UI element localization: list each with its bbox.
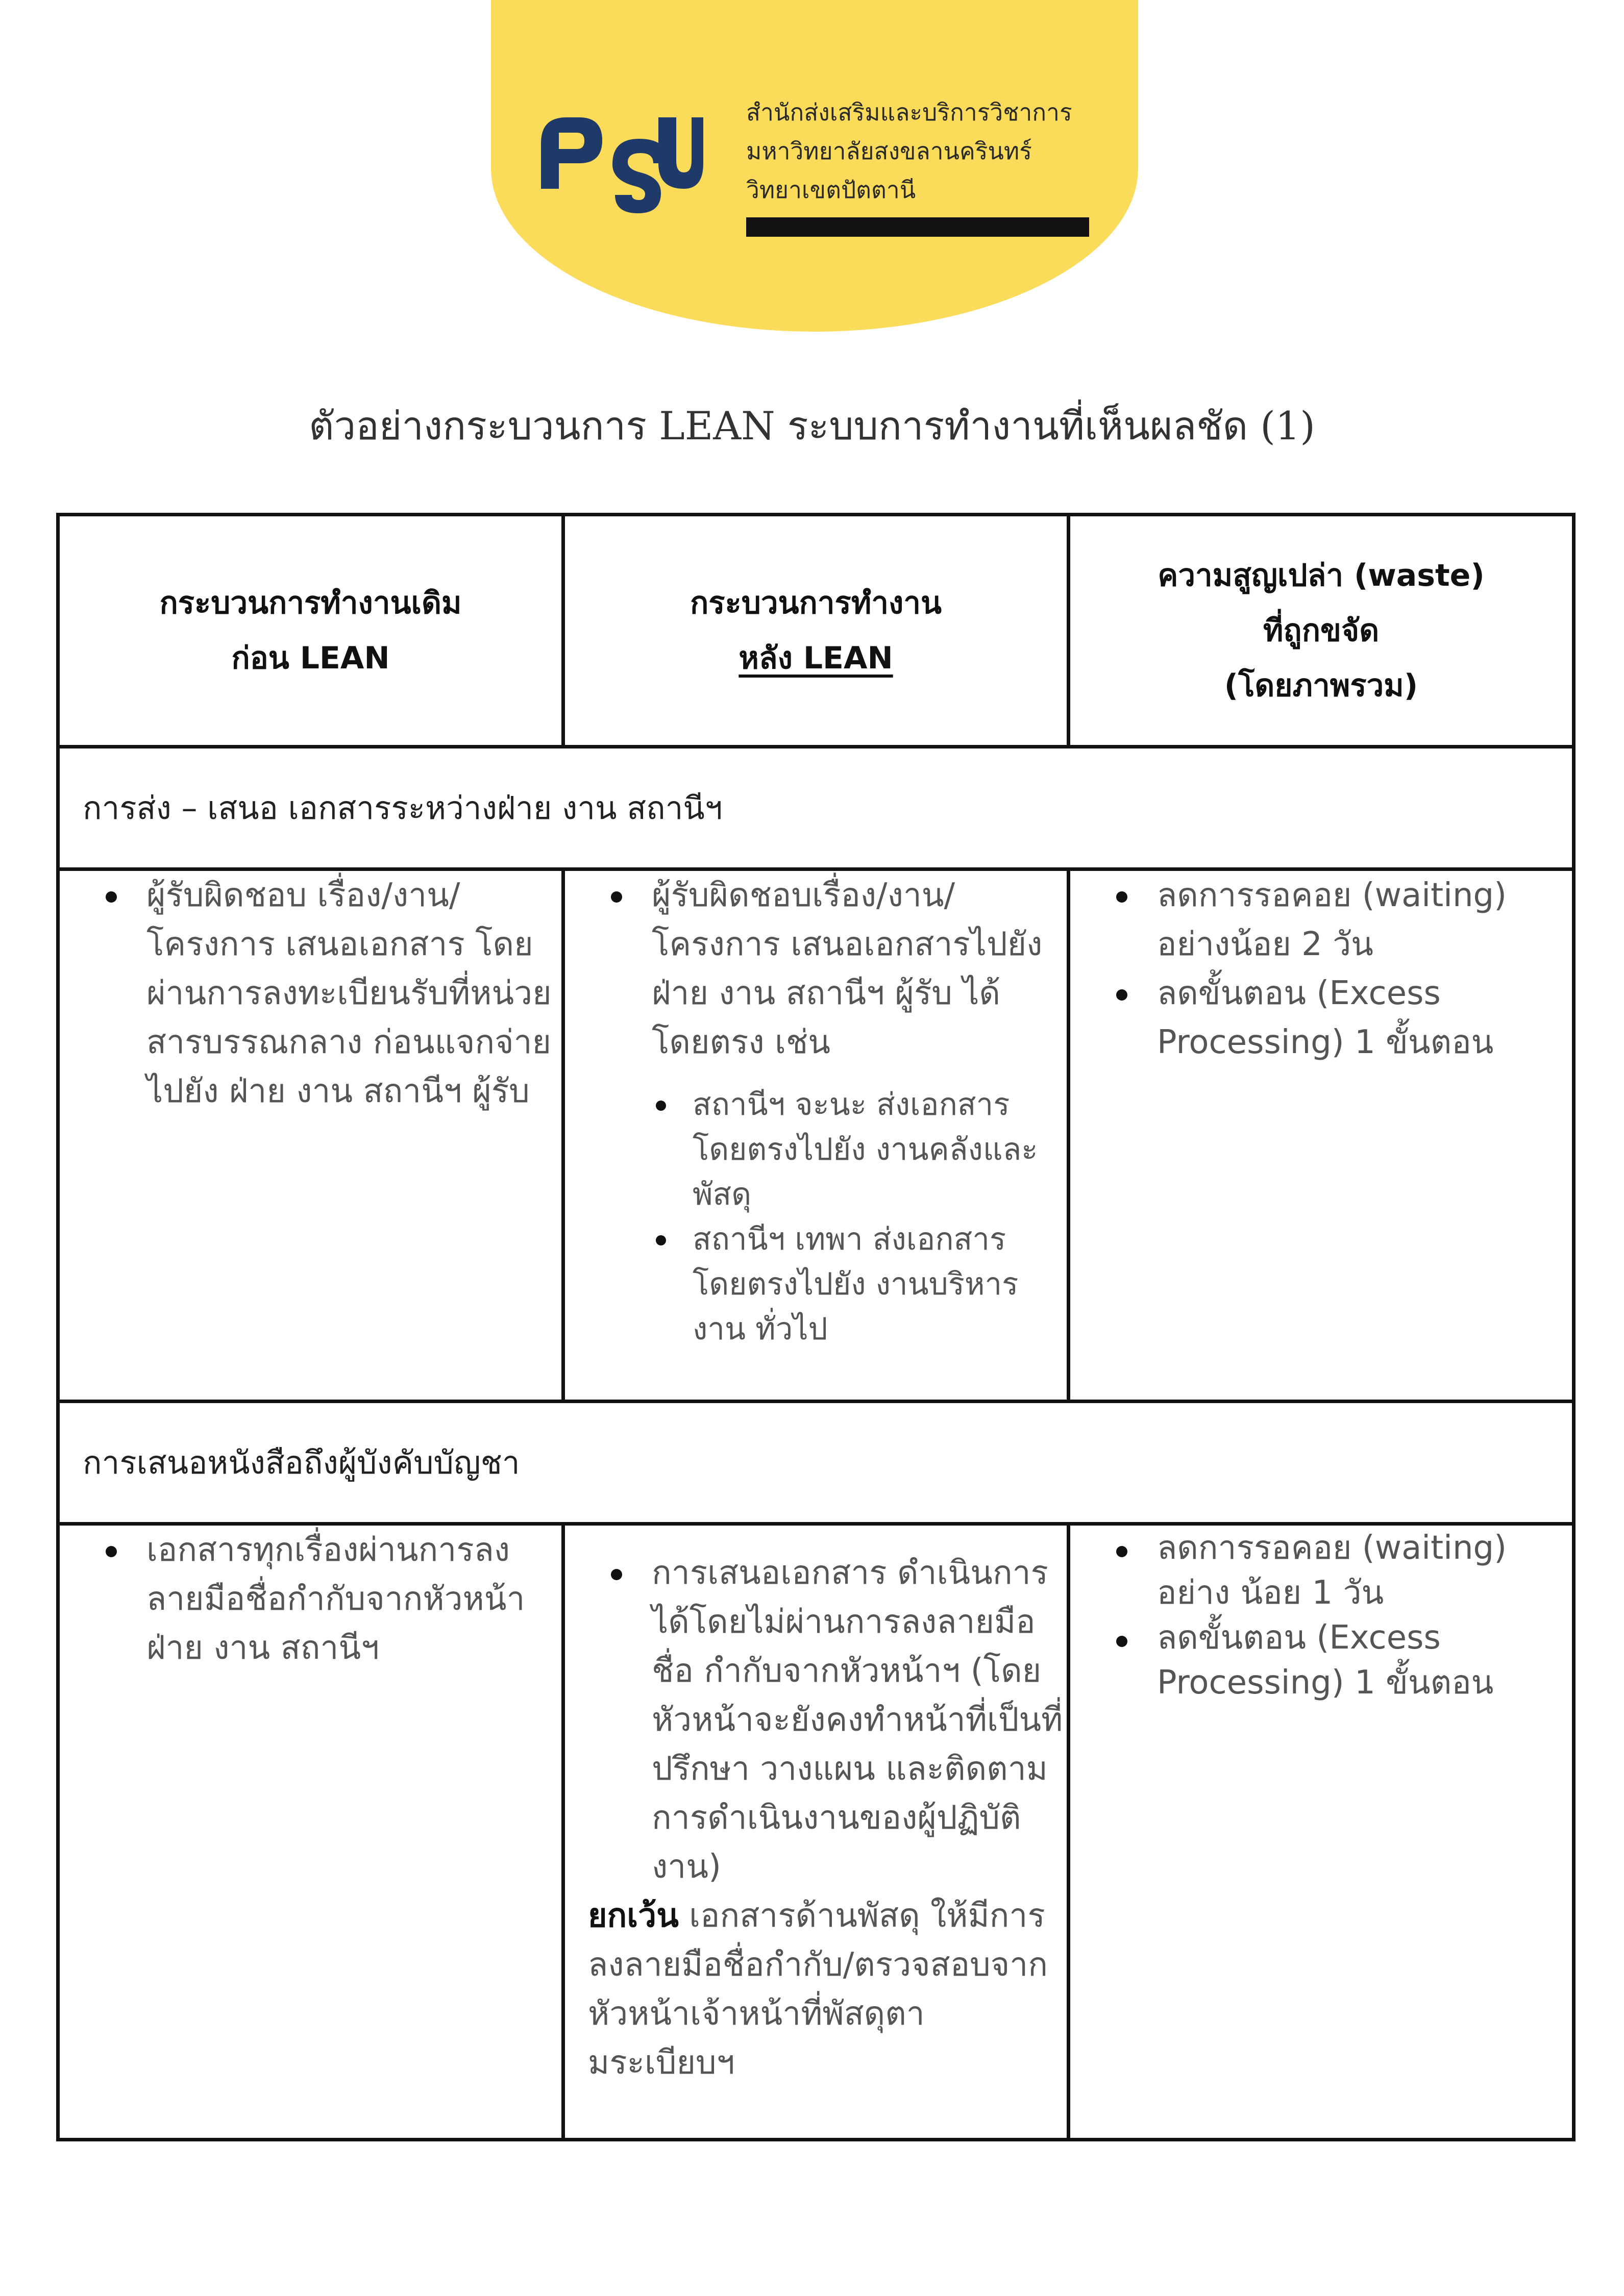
- exception-note: [588, 1891, 1067, 2087]
- column-header-after-line1: กระบวนการทำงาน: [690, 585, 942, 621]
- column-header-after-line2: หลัง LEAN: [739, 640, 893, 676]
- waste-cell: [1069, 869, 1574, 1402]
- table-row: [58, 869, 1574, 1402]
- document-title: ตัวอย่างกระบวนการ LEAN ระบบการทำงานที่เห็นผลชัด (1): [309, 403, 1315, 448]
- after-cell: [563, 1524, 1069, 2140]
- list-item: เอกสารทุกเรื่องผ่านการลง ลายมือชื่อกำกับจากหัวหน้า ฝ่าย งาน สถานีฯ: [146, 1526, 561, 1673]
- exception-text: เอกสารด้านพัสดุ ให้มีการ ลงลายมือชื่อกำกับ/ตรวจสอบจาก หัวหน้าเจ้าหน้าที่พัสดุตา มระเบียบฯ: [588, 1897, 1048, 2082]
- list-item: การเสนอเอกสาร ดำเนินการ ได้โดยไม่ผ่านการลงลายมือชื่อ กำกับจากหัวหน้าฯ (โดย หัวหน้าจะยังคงทำหน้าที่เป็นที่ ปรึกษา วางแผน และติดตาม การดำเนินงานของผู้ปฏิบัติ งาน): [652, 1549, 1067, 1891]
- org-line-3: วิทยาเขตปัตตานี: [746, 176, 916, 204]
- section-title: การเสนอหนังสือถึงผู้บังคับบัญชา: [58, 1402, 1574, 1524]
- before-cell: [58, 869, 563, 1402]
- exception-label: ยกเว้น: [588, 1897, 679, 1935]
- after-cell: [563, 869, 1069, 1402]
- list-item: ผู้รับผิดชอบ เรื่อง/งาน/ โครงการ เสนอเอกสาร โดย ผ่านการลงทะเบียนรับที่หน่วย สารบรรณกลาง ก่อนแจกจ่าย ไปยัง ฝ่าย งาน สถานีฯ ผู้รับ: [146, 871, 561, 1116]
- lean-comparison-table: [56, 513, 1576, 2141]
- column-header-before-line2: ก่อน LEAN: [231, 640, 390, 676]
- section-row: [58, 747, 1574, 869]
- column-header-waste-line2: ที่ถูกขจัด: [1263, 613, 1380, 648]
- table-header-row: [58, 515, 1574, 747]
- list-item: ผู้รับผิดชอบเรื่อง/งาน/ โครงการ เสนอเอกสารไปยัง ฝ่าย งาน สถานีฯ ผู้รับ ได้ โดยตรง เช่น: [652, 871, 1067, 1067]
- list-item: ลดการรอคอย (waiting) อย่างน้อย 2 วัน: [1157, 871, 1572, 969]
- sub-list-item: สถานีฯ จะนะ ส่งเอกสาร โดยตรงไปยัง งานคลังและพัสดุ: [693, 1082, 1067, 1217]
- org-line-2: มหาวิทยาลัยสงขลานครินทร์: [746, 137, 1032, 165]
- organization-name: [746, 93, 1103, 237]
- column-header-before-line1: กระบวนการทำงานเดิม: [159, 585, 462, 621]
- column-header-waste-line3: (โดยภาพรวม): [1224, 668, 1418, 704]
- before-cell: [58, 1524, 563, 2140]
- org-underline-bar: [746, 217, 1089, 237]
- section-title: การส่ง – เสนอ เอกสารระหว่างฝ่าย งาน สถานีฯ: [58, 747, 1574, 869]
- section-row: [58, 1402, 1574, 1524]
- psu-logo: [536, 112, 704, 224]
- table-row: [58, 1524, 1574, 2140]
- column-header-waste-line1: ความสูญเปล่า (waste): [1158, 558, 1485, 593]
- list-item: ลดขั้นตอน (Excess Processing) 1 ขั้นตอน: [1157, 1615, 1572, 1705]
- org-line-1: สำนักส่งเสริมและบริการวิชาการ: [746, 98, 1072, 126]
- column-header-before: [58, 515, 563, 747]
- list-item: ลดขั้นตอน (Excess Processing) 1 ขั้นตอน: [1157, 969, 1572, 1067]
- waste-cell: [1069, 1524, 1574, 2140]
- column-header-waste: [1069, 515, 1574, 747]
- column-header-after: [563, 515, 1069, 747]
- list-item: ลดการรอคอย (waiting) อย่าง น้อย 1 วัน: [1157, 1526, 1572, 1615]
- sub-list-item: สถานีฯ เทพา ส่งเอกสาร โดยตรงไปยัง งานบริหารงาน ทั่วไป: [693, 1217, 1067, 1352]
